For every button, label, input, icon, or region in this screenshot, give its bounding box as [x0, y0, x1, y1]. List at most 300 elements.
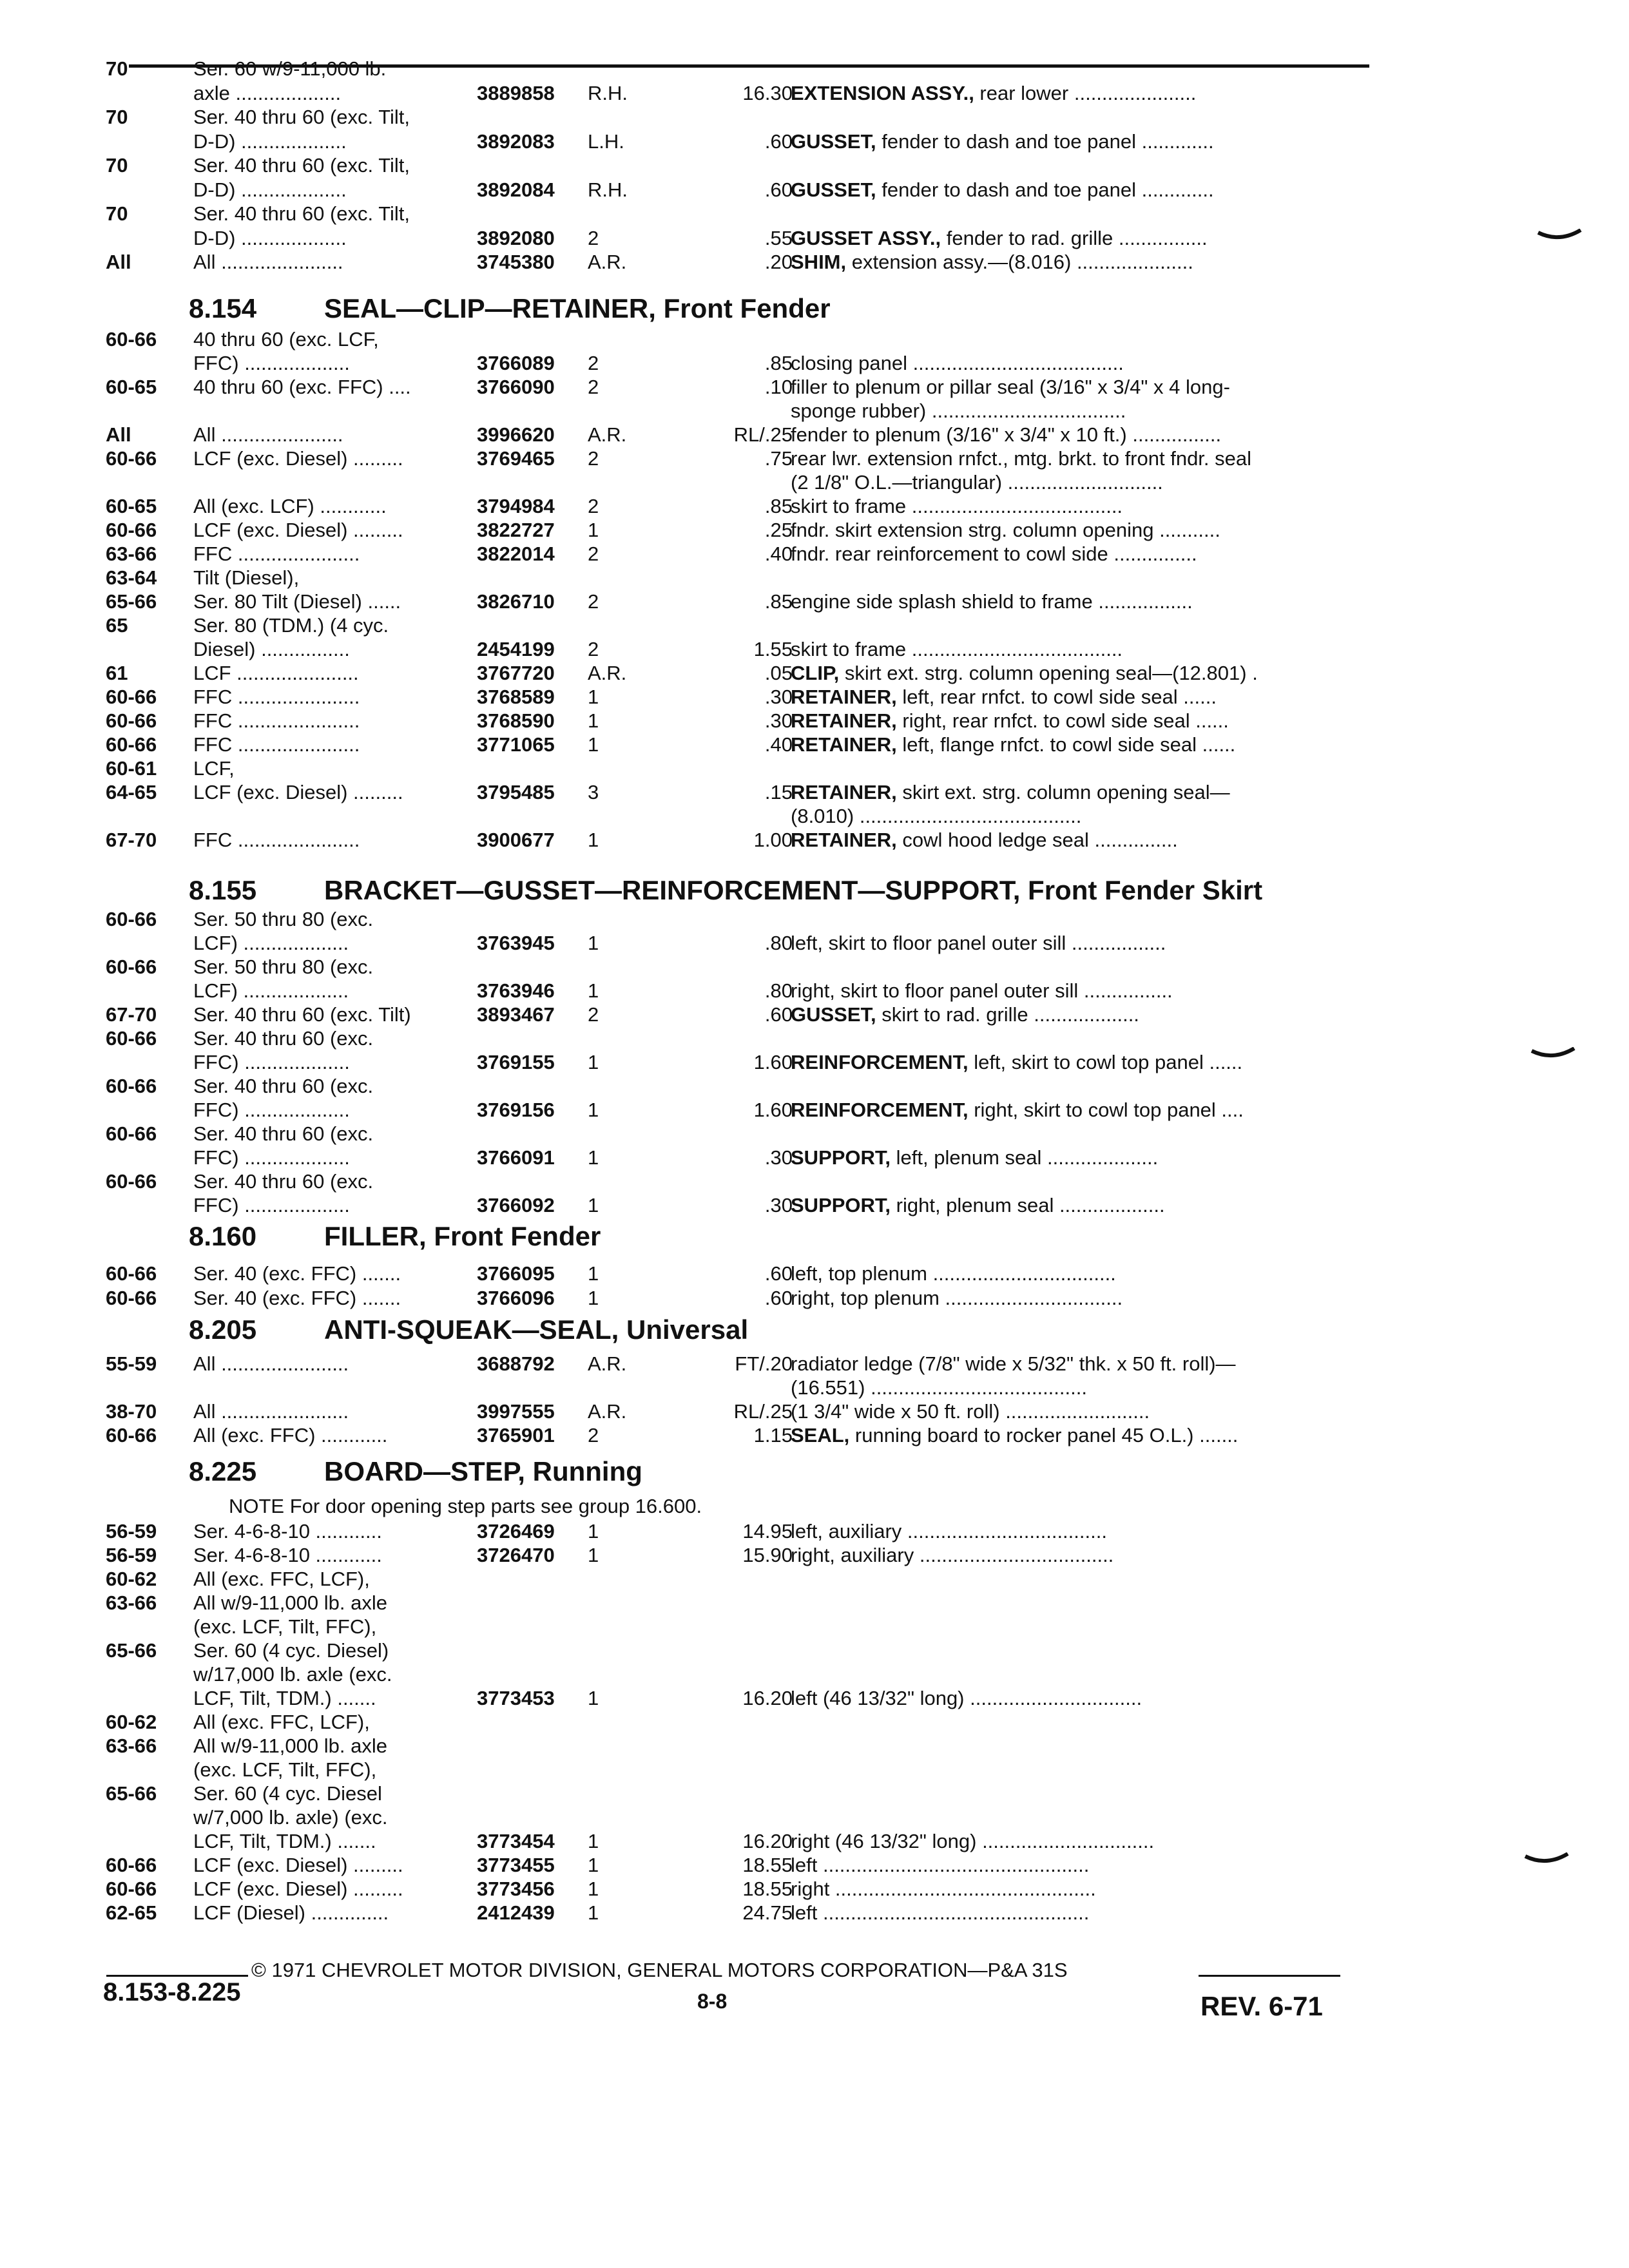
model-year: 60-62 — [106, 1711, 157, 1733]
application: All (exc. LCF) ............ — [193, 495, 387, 517]
description-text: left (46 13/32" long) ............................... — [791, 1687, 1142, 1709]
model-year: 60-61 — [106, 757, 157, 780]
description-text: cowl hood ledge seal ............... — [896, 829, 1178, 851]
application: All ....................... — [193, 1400, 349, 1423]
application: FFC ...................... — [193, 829, 360, 851]
description-text: (1 3/4" wide x 50 ft. roll) .......................... — [791, 1400, 1150, 1423]
quantity: A.R. — [588, 423, 627, 446]
application: FFC ...................... — [193, 543, 360, 565]
quantity: A.R. — [588, 1400, 627, 1423]
quantity: R.H. — [588, 81, 628, 104]
list-price: .75 — [764, 447, 793, 470]
description-keyword: SUPPORT, — [791, 1146, 891, 1169]
application: Ser. 40 thru 60 (exc. Tilt, — [193, 202, 410, 225]
description — [791, 1521, 1107, 1542]
description-text: (2 1/8" O.L.—triangular) ............................ — [791, 471, 1163, 494]
section-title: FILLER, Front Fender — [324, 1221, 601, 1251]
application: Ser. 40 thru 60 (exc. — [193, 1122, 374, 1145]
application: Ser. 40 (exc. FFC) ....... — [193, 1287, 401, 1309]
description — [791, 1353, 1236, 1375]
quantity: 1 — [588, 1854, 599, 1876]
application: axle ................... — [193, 81, 342, 104]
application: FFC) ................... — [193, 1194, 350, 1216]
part-number: 3892083 — [477, 130, 555, 153]
application: LCF, Tilt, TDM.) ....... — [193, 1687, 376, 1709]
description-text: fender to plenum (3/16" x 3/4" x 10 ft.) ................ — [791, 423, 1222, 446]
application: FFC) ................... — [193, 352, 350, 374]
description-text: (16.551) ....................................... — [791, 1376, 1087, 1399]
list-price: .85 — [764, 352, 793, 374]
application: All w/9-11,000 lb. axle — [193, 1591, 387, 1614]
footer-section-range: 8.153-8.225 — [103, 1978, 241, 2006]
model-year: 61 — [106, 662, 128, 684]
quantity: 1 — [588, 1146, 599, 1169]
list-price: .60 — [764, 1003, 793, 1026]
description — [791, 472, 1163, 494]
part-number: 3768589 — [477, 686, 555, 708]
application: LCF ...................... — [193, 662, 359, 684]
part-number: 3766095 — [477, 1262, 555, 1285]
parts-row — [0, 1831, 1629, 1856]
section-number: 8.160 — [189, 1221, 257, 1251]
description-keyword: REINFORCEMENT, — [791, 1051, 969, 1073]
description — [791, 782, 1230, 803]
quantity: 1 — [588, 979, 599, 1002]
description-text: right, top plenum ................................ — [791, 1287, 1123, 1309]
list-price: RL/.25 — [733, 423, 793, 446]
parts-row — [0, 1052, 1629, 1077]
description — [791, 686, 1217, 708]
application: Ser. 4-6-8-10 ............ — [193, 1544, 382, 1566]
footer-copyright: © 1971 CHEVROLET MOTOR DIVISION, GENERAL MOTORS CORPORATION—P&A 31S — [251, 1959, 1068, 1981]
description — [791, 376, 1230, 398]
model-year: 60-66 — [106, 447, 157, 470]
list-price: 16.20 — [742, 1830, 793, 1852]
parts-row — [0, 1521, 1629, 1546]
list-price: .60 — [764, 1262, 793, 1285]
description-keyword: GUSSET, — [791, 178, 876, 201]
application: Ser. 40 thru 60 (exc. — [193, 1027, 374, 1050]
description — [791, 1401, 1150, 1423]
description-text: fender to dash and toe panel ............. — [876, 130, 1214, 153]
application: w/17,000 lb. axle (exc. — [193, 1663, 392, 1686]
description-text: (8.010) ........................................ — [791, 805, 1082, 827]
description-text: skirt ext. strg. column opening seal—(12.801) . — [839, 662, 1258, 684]
description-text: closing panel ...................................... — [791, 352, 1124, 374]
model-year: 60-66 — [106, 1262, 157, 1285]
part-number: 3997555 — [477, 1400, 555, 1423]
description — [791, 227, 1208, 249]
list-price: .15 — [764, 781, 793, 803]
margin-mark — [1537, 229, 1582, 243]
description — [791, 805, 1081, 827]
application: (exc. LCF, Tilt, FFC), — [193, 1615, 377, 1638]
model-year: 64-65 — [106, 781, 157, 803]
part-number: 3892080 — [477, 226, 555, 249]
description-keyword: RETAINER, — [791, 733, 897, 756]
list-price: 24.75 — [742, 1901, 793, 1924]
footer-revision: REV. 6-71 — [1200, 1991, 1323, 2021]
description — [791, 1377, 1087, 1399]
description-keyword: GUSSET ASSY., — [791, 226, 941, 249]
part-number: 3769155 — [477, 1051, 555, 1073]
model-year: 65-66 — [106, 590, 157, 613]
description-text: left, plenum seal .................... — [891, 1146, 1159, 1169]
application: Diesel) ................ — [193, 638, 350, 660]
quantity: 1 — [588, 1194, 599, 1216]
parts-row — [0, 203, 1629, 229]
quantity: 2 — [588, 1003, 599, 1026]
part-number: 3766096 — [477, 1287, 555, 1309]
list-price: .60 — [764, 178, 793, 201]
part-number: 3773453 — [477, 1687, 555, 1709]
section-title: SEAL—CLIP—RETAINER, Front Fender — [324, 293, 831, 323]
model-year: 60-66 — [106, 1075, 157, 1097]
model-year: 56-59 — [106, 1544, 157, 1566]
section-8154-heading — [189, 293, 831, 324]
description-text: left, top plenum ................................. — [791, 1262, 1116, 1285]
description-keyword: RETAINER, — [791, 686, 897, 708]
description-text: right, skirt to floor panel outer sill ................ — [791, 979, 1173, 1002]
description-text: right ............................................... — [791, 1878, 1096, 1900]
part-number: 3773454 — [477, 1830, 555, 1852]
parts-row — [0, 400, 1629, 426]
description-text: right (46 13/32" long) ............................... — [791, 1830, 1155, 1852]
quantity: 1 — [588, 829, 599, 851]
quantity: 2 — [588, 590, 599, 613]
application: 40 thru 60 (exc. FFC) .... — [193, 376, 411, 398]
parts-row — [0, 908, 1629, 934]
application: w/7,000 lb. axle) (exc. — [193, 1806, 388, 1829]
parts-row — [0, 155, 1629, 180]
parts-row — [0, 1902, 1629, 1928]
part-number: 3768590 — [477, 709, 555, 732]
parts-row — [0, 1759, 1629, 1785]
quantity: 3 — [588, 781, 599, 803]
parts-row — [0, 662, 1629, 688]
quantity: 2 — [588, 638, 599, 660]
description — [791, 1878, 1096, 1900]
description-text: engine side splash shield to frame ................. — [791, 590, 1193, 613]
description — [791, 1902, 1089, 1924]
parts-row — [0, 782, 1629, 807]
application: Tilt (Diesel), — [193, 566, 300, 589]
list-price: .30 — [764, 686, 793, 708]
parts-row — [0, 543, 1629, 569]
quantity: 1 — [588, 1544, 599, 1566]
description-text: rear lower ...................... — [974, 81, 1197, 104]
quantity: 1 — [588, 686, 599, 708]
description — [791, 662, 1258, 684]
description-text: radiator ledge (7/8" wide x 5/32" thk. x 50 ft. roll)— — [791, 1352, 1236, 1375]
parts-row — [0, 1854, 1629, 1880]
part-number: 3900677 — [477, 829, 555, 851]
description — [791, 1052, 1242, 1073]
part-number: 3766089 — [477, 352, 555, 374]
quantity: 2 — [588, 447, 599, 470]
description-text: right, plenum seal ................... — [891, 1194, 1165, 1216]
model-year: 60-66 — [106, 1424, 157, 1446]
application: LCF, — [193, 757, 235, 780]
application: D-D) ................... — [193, 130, 347, 153]
quantity: 1 — [588, 1287, 599, 1309]
parts-row — [0, 1147, 1629, 1173]
model-year: 60-66 — [106, 519, 157, 541]
description — [791, 980, 1173, 1002]
model-year: All — [106, 423, 131, 446]
application: LCF (exc. Diesel) ......... — [193, 781, 403, 803]
part-number: 2412439 — [477, 1901, 555, 1924]
model-year: 60-66 — [106, 1122, 157, 1145]
quantity: 1 — [588, 1901, 599, 1924]
description — [791, 1287, 1123, 1309]
model-year: 65 — [106, 614, 128, 637]
parts-row — [0, 1664, 1629, 1689]
parts-row — [0, 519, 1629, 545]
model-year: 67-70 — [106, 829, 157, 851]
description — [791, 1425, 1238, 1446]
description-keyword: RETAINER, — [791, 781, 897, 803]
description-text: left, skirt to cowl top panel ...... — [968, 1051, 1243, 1073]
part-number: 3771065 — [477, 733, 555, 756]
application: Ser. 50 thru 80 (exc. — [193, 908, 374, 930]
description-keyword: RETAINER, — [791, 829, 897, 851]
quantity: 1 — [588, 1262, 599, 1285]
application: LCF) ................... — [193, 932, 349, 954]
list-price: RL/.25 — [733, 1400, 793, 1423]
list-price: 18.55 — [742, 1854, 793, 1876]
parts-row — [0, 329, 1629, 354]
section-title: BOARD—STEP, Running — [324, 1456, 642, 1486]
application: Ser. 40 (exc. FFC) ....... — [193, 1262, 401, 1285]
part-number: 3726470 — [477, 1544, 555, 1566]
description-text: filler to plenum or pillar seal (3/16" x 3/4" x 4 long- — [791, 376, 1230, 398]
application: LCF (Diesel) .............. — [193, 1901, 389, 1924]
application: All ...................... — [193, 423, 343, 446]
parts-row — [0, 1075, 1629, 1101]
quantity: 2 — [588, 376, 599, 398]
list-price: 18.55 — [742, 1878, 793, 1900]
model-year: 60-66 — [106, 1027, 157, 1050]
application: FFC) ................... — [193, 1099, 350, 1121]
quantity: 2 — [588, 1424, 599, 1446]
description-text: rear lwr. extension rnfct., mtg. brkt. to front fndr. seal — [791, 447, 1252, 470]
application: All ...................... — [193, 251, 343, 273]
description — [791, 424, 1221, 446]
description — [791, 131, 1214, 153]
part-number: 3889858 — [477, 81, 555, 104]
list-price: .25 — [764, 519, 793, 541]
parts-row — [0, 734, 1629, 760]
application: Ser. 60 (4 cyc. Diesel) — [193, 1639, 389, 1662]
list-price: 16.20 — [742, 1687, 793, 1709]
description-text: left, auxiliary .................................... — [791, 1520, 1107, 1542]
parts-row — [0, 1171, 1629, 1196]
parts-row — [0, 1287, 1629, 1313]
application: FFC ...................... — [193, 733, 360, 756]
description — [791, 932, 1166, 954]
description — [791, 448, 1251, 470]
description — [791, 1004, 1139, 1026]
list-price: 1.15 — [753, 1424, 793, 1446]
part-number: 3766090 — [477, 376, 555, 398]
application: Ser. 60 (4 cyc. Diesel — [193, 1782, 382, 1805]
application: Ser. 60 w/9-11,000 lb. — [193, 57, 387, 80]
quantity: A.R. — [588, 1352, 627, 1375]
description — [791, 734, 1235, 756]
parts-row — [0, 1640, 1629, 1666]
quantity: A.R. — [588, 662, 627, 684]
model-year: 70 — [106, 57, 128, 80]
parts-row — [0, 1711, 1629, 1737]
description — [791, 179, 1214, 201]
parts-row — [0, 424, 1629, 450]
description-text: skirt to rad. grille ................... — [876, 1003, 1139, 1026]
description — [791, 710, 1229, 732]
parts-row — [0, 1377, 1629, 1403]
parts-row — [0, 615, 1629, 640]
part-number: 3688792 — [477, 1352, 555, 1375]
model-year: 67-70 — [106, 1003, 157, 1026]
parts-row — [0, 1099, 1629, 1125]
list-price: .80 — [764, 932, 793, 954]
part-number: 3826710 — [477, 590, 555, 613]
quantity: L.H. — [588, 130, 624, 153]
application: FFC ...................... — [193, 686, 360, 708]
quantity: 1 — [588, 733, 599, 756]
list-price: 14.95 — [742, 1520, 793, 1542]
parts-row — [0, 1807, 1629, 1832]
parts-row — [0, 1616, 1629, 1642]
parts-row — [0, 472, 1629, 497]
section-title: ANTI-SQUEAK—SEAL, Universal — [324, 1314, 749, 1345]
section-number: 8.155 — [189, 875, 257, 905]
parts-row — [0, 758, 1629, 783]
application: Ser. 80 (TDM.) (4 cyc. — [193, 614, 389, 637]
application: D-D) ................... — [193, 226, 347, 249]
parts-row — [0, 1544, 1629, 1570]
application: FFC) ................... — [193, 1146, 350, 1169]
section-8205-heading — [189, 1314, 748, 1345]
part-number: 3795485 — [477, 781, 555, 803]
quantity: 1 — [588, 1878, 599, 1900]
description-text: extension assy.—(8.016) ..................... — [846, 251, 1193, 273]
parts-row — [0, 1425, 1629, 1450]
application: 40 thru 60 (exc. LCF, — [193, 328, 379, 351]
description-keyword: SHIM, — [791, 251, 847, 273]
description-keyword: REINFORCEMENT, — [791, 1099, 969, 1121]
parts-row — [0, 227, 1629, 253]
quantity: 1 — [588, 1830, 599, 1852]
description-text: fender to dash and toe panel ............. — [876, 178, 1214, 201]
description — [791, 495, 1123, 517]
quantity: 2 — [588, 495, 599, 517]
parts-row — [0, 251, 1629, 277]
application: FFC ...................... — [193, 709, 360, 732]
part-number: 3745380 — [477, 251, 555, 273]
model-year: 55-59 — [106, 1352, 157, 1375]
application: LCF (exc. Diesel) ......... — [193, 519, 403, 541]
model-year: 65-66 — [106, 1639, 157, 1662]
model-year: 60-66 — [106, 686, 157, 708]
parts-row — [0, 980, 1629, 1006]
description — [791, 829, 1178, 851]
description-text: right, skirt to cowl top panel .... — [968, 1099, 1244, 1121]
model-year: 60-62 — [106, 1568, 157, 1590]
description — [791, 591, 1193, 613]
model-year: 60-66 — [106, 1878, 157, 1900]
parts-row — [0, 352, 1629, 378]
description — [791, 1687, 1142, 1709]
list-price: .85 — [764, 590, 793, 613]
application: Ser. 50 thru 80 (exc. — [193, 956, 374, 978]
model-year: 63-66 — [106, 543, 157, 565]
parts-row — [0, 1735, 1629, 1761]
list-price: .10 — [764, 376, 793, 398]
model-year: 70 — [106, 202, 128, 225]
part-number: 3893467 — [477, 1003, 555, 1026]
parts-row — [0, 179, 1629, 205]
description-text: left ................................................ — [791, 1854, 1090, 1876]
model-year: 60-66 — [106, 1170, 157, 1193]
application: All (exc. FFC, LCF), — [193, 1711, 370, 1733]
model-year: 70 — [106, 154, 128, 177]
list-price: .55 — [764, 226, 793, 249]
parts-row — [0, 1568, 1629, 1594]
list-price: 16.30 — [742, 81, 793, 104]
part-number: 3769156 — [477, 1099, 555, 1121]
quantity: 1 — [588, 1099, 599, 1121]
description — [791, 1544, 1113, 1566]
application: All w/9-11,000 lb. axle — [193, 1735, 387, 1757]
footer-rule-left — [106, 1975, 248, 1977]
application: LCF, Tilt, TDM.) ....... — [193, 1830, 376, 1852]
part-number: 3769465 — [477, 447, 555, 470]
list-price: .40 — [764, 733, 793, 756]
model-year: 60-66 — [106, 709, 157, 732]
list-price: 1.60 — [753, 1099, 793, 1121]
parts-row — [0, 639, 1629, 664]
parts-row — [0, 1195, 1629, 1220]
quantity: 1 — [588, 519, 599, 541]
list-price: 1.00 — [753, 829, 793, 851]
application: All (exc. FFC, LCF), — [193, 1568, 370, 1590]
application: FFC) ................... — [193, 1051, 350, 1073]
description — [791, 352, 1124, 374]
description-text: skirt ext. strg. column opening seal— — [896, 781, 1230, 803]
model-year: 62-65 — [106, 1901, 157, 1924]
application: LCF) ................... — [193, 979, 349, 1002]
list-price: .60 — [764, 1287, 793, 1309]
parts-row — [0, 495, 1629, 521]
list-price: 1.55 — [753, 638, 793, 660]
application: LCF (exc. Diesel) ......... — [193, 1878, 403, 1900]
part-number: 3726469 — [477, 1520, 555, 1542]
parts-row — [0, 686, 1629, 712]
quantity: 1 — [588, 709, 599, 732]
part-number: 3766092 — [477, 1194, 555, 1216]
parts-row — [0, 591, 1629, 617]
description-keyword: RETAINER, — [791, 709, 897, 732]
description-keyword: SUPPORT, — [791, 1194, 891, 1216]
part-number: 2454199 — [477, 638, 555, 660]
model-year: 56-59 — [106, 1520, 157, 1542]
application: D-D) ................... — [193, 178, 347, 201]
description-text: right, auxiliary ................................... — [791, 1544, 1114, 1566]
list-price: .40 — [764, 543, 793, 565]
parts-row — [0, 1401, 1629, 1427]
list-price: .60 — [764, 130, 793, 153]
